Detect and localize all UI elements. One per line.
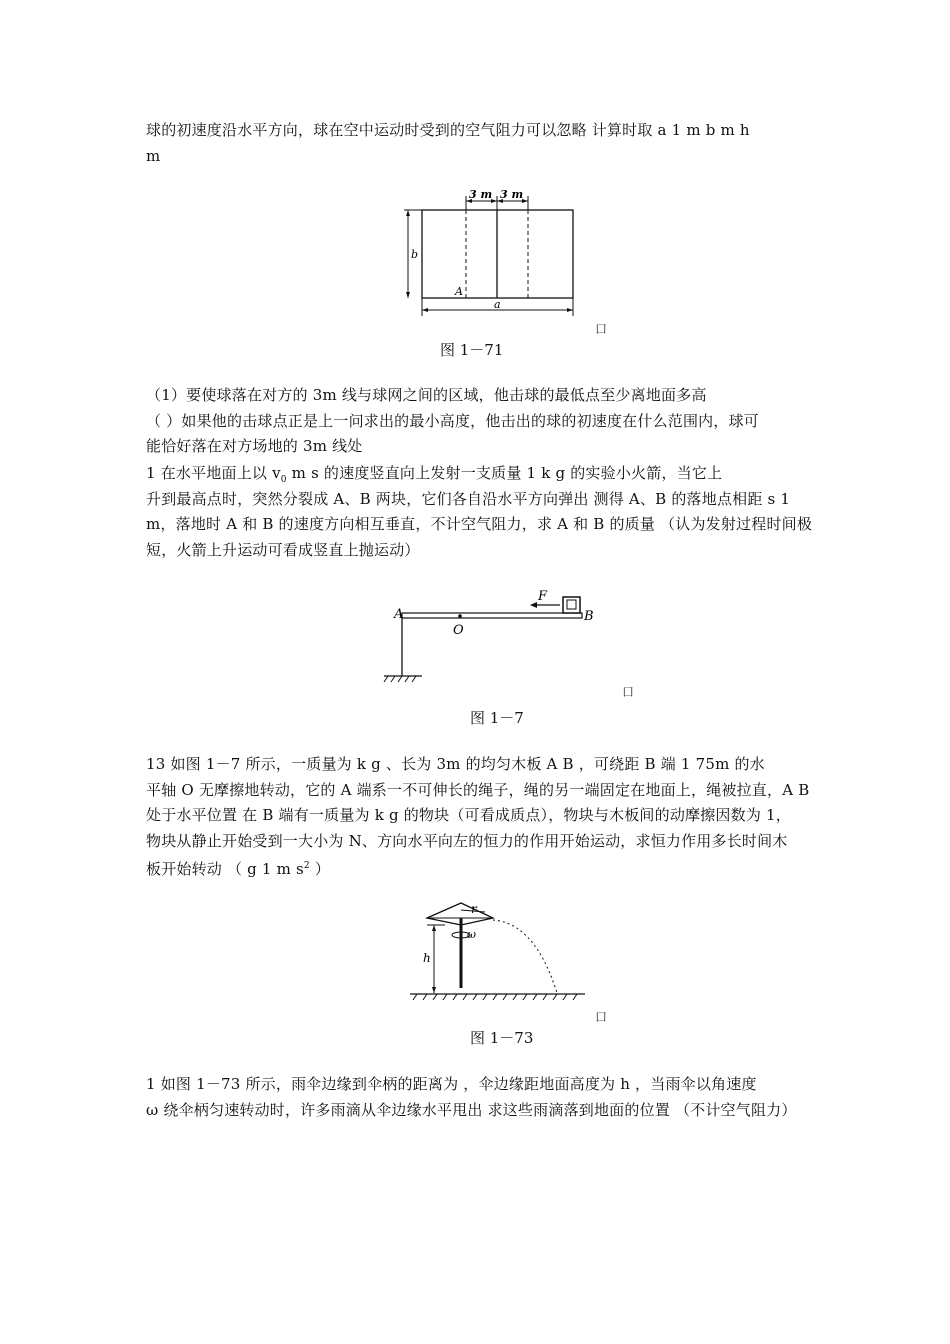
height-h-label: h — [423, 951, 431, 965]
figure-1-71-diagram — [400, 188, 590, 323]
force-F-label: F — [538, 589, 548, 604]
question-13-line-4: 物块从静止开始受到一大小为 N、方向水平向左的恒力的作用开始运动，求恒力作用多长时间木 — [146, 832, 788, 850]
point-A-label: A — [455, 285, 463, 298]
plank — [402, 613, 582, 618]
figure-1-71-marker: 口 — [595, 322, 608, 336]
question-13-line-5 — [146, 856, 330, 879]
question-12-line-1a: 1 在水平地面上以 v — [146, 464, 281, 482]
question-13-line-5b: ） — [309, 860, 331, 878]
point-O-label: O — [453, 623, 464, 638]
dimension-a-label: a — [494, 298, 501, 311]
question-13-line-5a: 板开始转动 （ g 1 m s — [146, 860, 304, 878]
figure-1-73-caption: 图 1－73 — [470, 1029, 534, 1047]
figure-1-73-diagram — [405, 898, 600, 1003]
question-13-line-3: 处于水平位置 在 B 端有一质量为 k g 的物块（可看成质点），物块与木板间的动摩擦因数为 1， — [146, 806, 791, 824]
droplet-trajectory — [493, 920, 557, 993]
intro-line-2: m — [146, 147, 161, 165]
dimension-b-label: b — [411, 248, 419, 261]
question-71-line-3: 能恰好落在对方场地的 3m 线处 — [146, 437, 363, 455]
dimension-3m-right: 3 m — [500, 188, 524, 201]
question-71-line-1: （1）要使球落在对方的 3m 线与球网之间的区域，他击球的最低点至少离地面多高 — [146, 386, 707, 404]
question-14-line-2: ω 绕伞柄匀速转动时，许多雨滴从伞边缘水平甩出 求这些雨滴落到地面的位置 （不计空气阻力） — [146, 1101, 797, 1119]
question-12-line-1b: m s 的速度竖直向上发射一支质量 1 k g 的实验小火箭，当它上 — [286, 464, 723, 482]
question-12-line-1 — [146, 463, 722, 490]
figure-1-72-marker: 口 — [622, 685, 635, 699]
v0-subscript: 0 — [280, 475, 287, 485]
s2-superscript: 2 — [303, 861, 310, 871]
question-12-line-3: m，落地时 A 和 B 的速度方向相互垂直，不计空气阻力，求 A 和 B 的质量 （认为发射过程时间极 — [146, 515, 813, 533]
question-13-line-2: 平轴 O 无摩擦地转动，它的 A 端系一不可伸长的绳子，绳的另一端固定在地面上，绳被拉直，A B — [146, 781, 810, 799]
omega-label: ω — [467, 928, 476, 941]
pivot-O — [458, 614, 462, 618]
question-71-line-2: （ ）如果他的击球点正是上一问求出的最小高度，他击出的球的初速度在什么范围内，球可 — [146, 412, 759, 430]
figure-1-71-caption: 图 1－71 — [440, 341, 504, 359]
question-13-line-1: 13 如图 1－7 所示，一质量为 k g 、长为 3m 的均匀木板 A B ，可绕距 B 端 1 75m 的水 — [146, 755, 765, 773]
radius-r-label: r — [471, 902, 477, 916]
question-12-line-4: 短，火箭上升运动可看成竖直上抛运动） — [146, 541, 420, 559]
intro-line-1: 球的初速度沿水平方向，球在空中运动时受到的空气阻力可以忽略 计算时取 a 1 m b m h — [146, 121, 750, 139]
question-12-line-2: 升到最高点时，突然分裂成 A、B 两块，它们各自沿水平方向弹出 测得 A、B 的落地点相距 s 1 — [146, 490, 791, 508]
figure-1-72-caption: 图 1－7 — [470, 709, 524, 727]
question-14-line-1: 1 如图 1－73 所示，雨伞边缘到伞柄的距离为 ，伞边缘距地面高度为 h ，当雨伞以角速度 — [146, 1075, 757, 1093]
point-A-label: A — [394, 607, 404, 622]
figure-1-72-diagram — [380, 588, 610, 688]
figure-1-73-marker: 口 — [595, 1010, 608, 1024]
point-B-label: B — [584, 609, 594, 624]
dimension-3m-left: 3 m — [469, 188, 493, 201]
block — [563, 597, 580, 613]
